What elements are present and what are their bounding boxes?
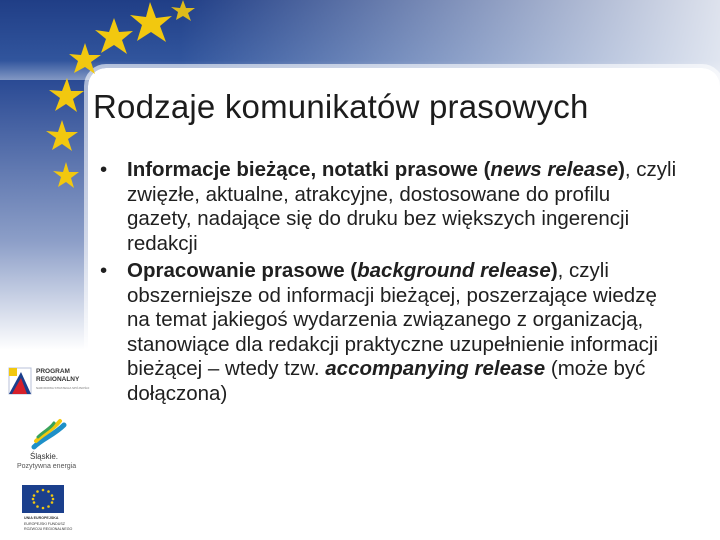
bullet-text-bold: ) <box>618 158 625 181</box>
bullet-text: (może być dołączona) <box>127 357 646 405</box>
bullet-list <box>100 158 680 409</box>
bullet-text: , czyli zwięzłe, aktualne, atrakcyjne, dostosowane do profilu gazety, nadające się do druku bez większych ingerencji redakcji <box>127 158 677 255</box>
bullet-item-news-release <box>100 158 680 256</box>
bullet-text-bold-italic: accompanying release <box>325 357 546 380</box>
slaskie-label-1: Śląskie. <box>30 452 59 461</box>
program-logo-mark-icon <box>7 366 33 396</box>
slide-title: Rodzaje komunikatów prasowych <box>93 88 589 125</box>
logo-column <box>0 350 90 540</box>
eu-label-1: UNIA EUROPEJSKA <box>24 516 59 520</box>
eu-label-3: ROZWOJU REGIONALNEGO <box>24 527 73 531</box>
bullet-mark: • <box>100 158 108 181</box>
bullet-item-background-release <box>100 259 680 406</box>
program-label-2: REGIONALNY <box>36 376 80 383</box>
bullet-text: , czyli obszerniejsze od informacji bieżącej, poszerzające wiedzę na temat jakiegoś wydarzenia związanego z organizacją, stanowiące dla redakcji praktyczne uzupełnienie informacji bieżącej – wtedy tzw. <box>127 259 658 380</box>
program-regionalny-logo <box>5 358 90 404</box>
eu-flag-icon <box>22 485 64 513</box>
program-label-3: NARODOWA STRATEGIA SPÓJNOŚCI <box>36 386 90 390</box>
bullet-mark: • <box>100 259 108 282</box>
bullet-text-bold: ) <box>550 259 558 282</box>
eu-label-2: EUROPEJSKI FUNDUSZ <box>24 522 65 526</box>
bullet-text-bold-italic: news release <box>490 158 619 181</box>
slaskie-label-2: Pozytywna energia <box>17 463 77 470</box>
slaskie-logo <box>10 415 85 475</box>
slaskie-swoosh-icon <box>28 417 68 451</box>
program-label-1: PROGRAM <box>36 368 70 375</box>
bullet-text-bold-italic: background release <box>357 259 551 282</box>
eu-logo <box>20 485 84 540</box>
bullet-text-bold: Opracowanie prasowe ( <box>127 259 358 282</box>
bullet-text-bold: Informacje bieżące, notatki prasowe ( <box>127 158 491 181</box>
